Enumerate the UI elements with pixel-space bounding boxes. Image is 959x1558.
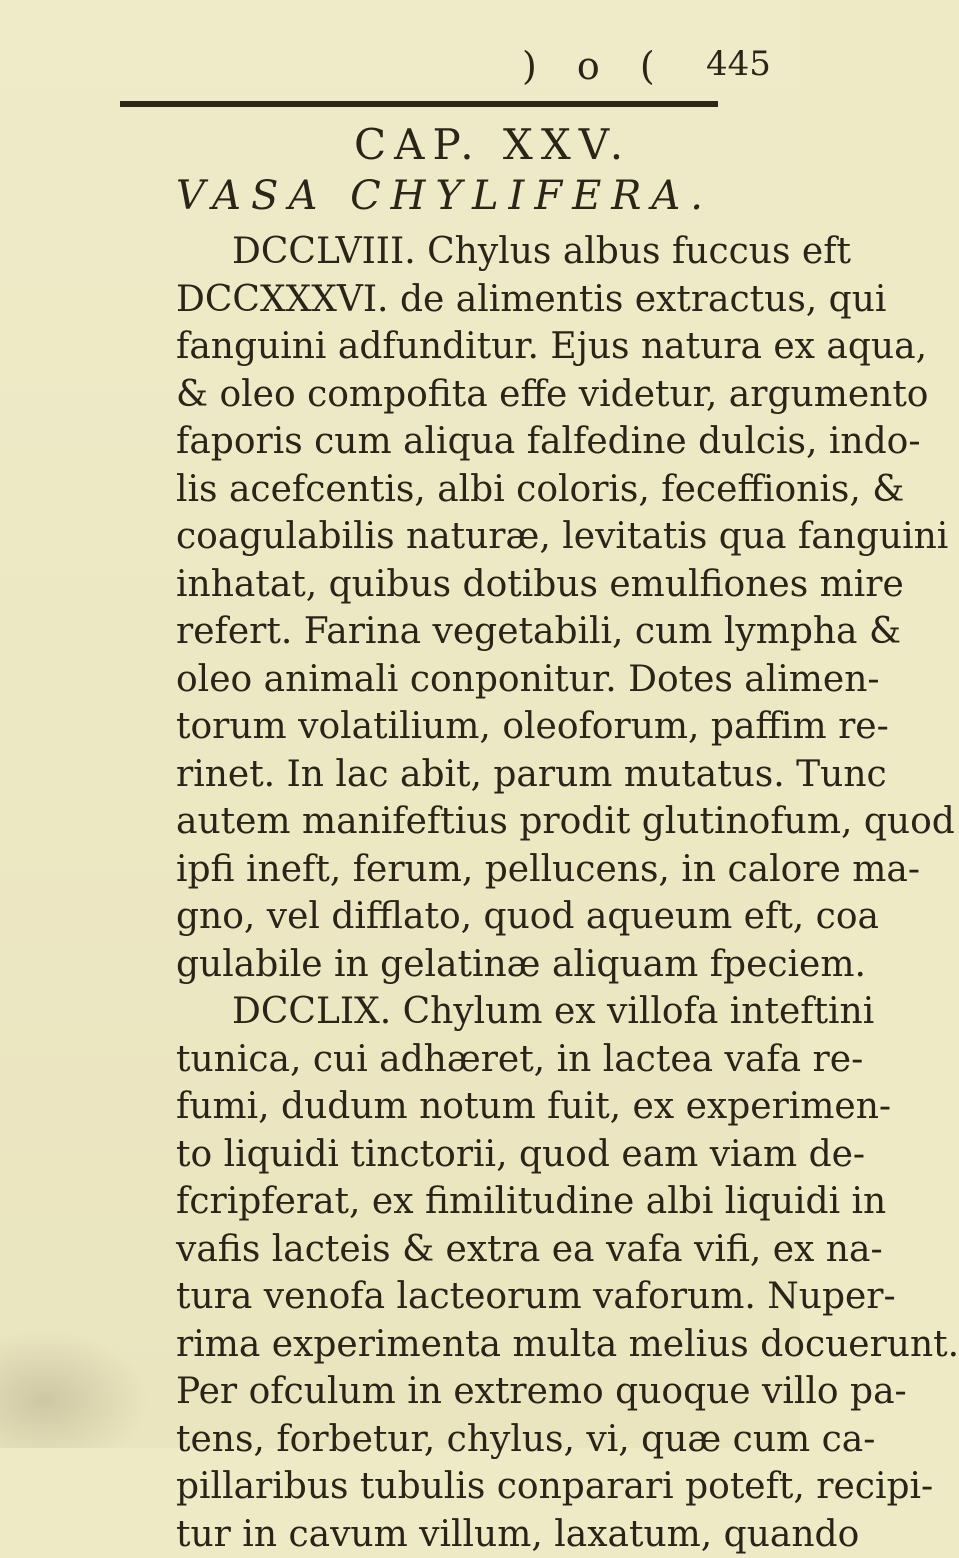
text-line: DCCXXXVI. de alimentis extractus, qui: [176, 276, 736, 324]
text-line: refert. Farina vegetabili, cum lympha &: [176, 608, 736, 656]
text-line: tunica, cui adhæret, in lactea vafa re-: [176, 1036, 736, 1084]
text-line: gulabile in gelatinæ aliquam fpeciem.: [176, 941, 736, 989]
text-line: lis acefcentis, albi coloris, feceffionis, &: [176, 466, 736, 514]
chapter-title: VASA CHYLIFERA.: [176, 173, 713, 219]
text-line: gno, vel difflato, quod aqueum eft, coa: [176, 893, 736, 941]
body-text: [176, 228, 736, 1558]
text-line: torum volatilium, oleoforum, paffim re-: [176, 703, 736, 751]
text-line: oleo animali conponitur. Dotes alimen-: [176, 656, 736, 704]
chapter-heading: CAP. XXV.: [354, 120, 631, 169]
text-line: inhatat, quibus dotibus emulfiones mire: [176, 561, 736, 609]
page-stain: [0, 1330, 150, 1448]
text-line: ipfi ineft, ferum, pellucens, in calore ma-: [176, 846, 736, 894]
text-line: rinet. In lac abit, parum mutatus. Tunc: [176, 751, 736, 799]
text-line: tur in cavum villum, laxatum, quando: [176, 1511, 736, 1558]
text-line: DCCLVIII. Chylus albus fuccus eft: [176, 228, 736, 276]
text-line: fanguini adfunditur. Ejus natura ex aqua,: [176, 323, 736, 371]
text-line: tura venofa lacteorum vaforum. Nuper-: [176, 1273, 736, 1321]
text-line: rima experimenta multa melius docuerunt.: [176, 1321, 736, 1369]
text-line: fumi, dudum notum fuit, ex experimen-: [176, 1083, 736, 1131]
text-line: tens, forbetur, chylus, vi, quæ cum ca-: [176, 1416, 736, 1464]
header-rule: [120, 101, 718, 107]
text-line: autem manifeftius prodit glutinofum, quod: [176, 798, 736, 846]
text-line: pillaribus tubulis conparari poteft, recipi-: [176, 1463, 736, 1511]
text-line: fcripferat, ex fimilitudine albi liquidi in: [176, 1178, 736, 1226]
text-line: DCCLIX. Chylum ex villofa inteftini: [176, 988, 736, 1036]
text-line: to liquidi tinctorii, quod eam viam de-: [176, 1131, 736, 1179]
page-number: 445: [706, 44, 771, 84]
text-line: vafis lacteis & extra ea vafa vifi, ex na-: [176, 1226, 736, 1274]
text-line: & oleo compofita effe videtur, argumento: [176, 371, 736, 419]
header-ornament: ) o (: [522, 44, 669, 88]
text-line: coagulabilis naturæ, levitatis qua fanguini: [176, 513, 736, 561]
text-line: faporis cum aliqua falfedine dulcis, indo-: [176, 418, 736, 466]
text-line: Per ofculum in extremo quoque villo pa-: [176, 1368, 736, 1416]
